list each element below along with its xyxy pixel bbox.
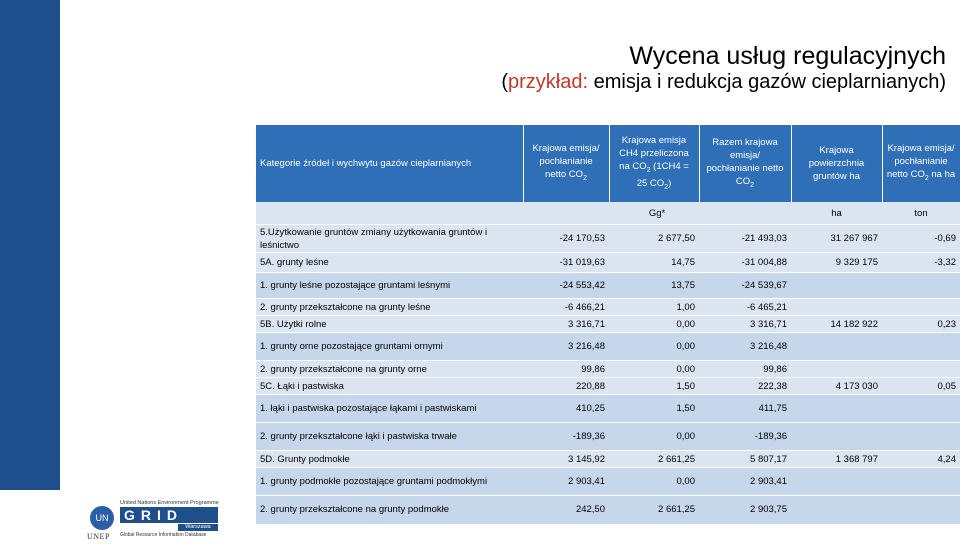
area-value — [791, 299, 882, 316]
area-value: 14 182 922 — [791, 316, 882, 333]
per-ha-value: -0,69 — [882, 225, 960, 253]
total-value: 222,38 — [699, 378, 791, 395]
per-ha-value — [882, 273, 960, 299]
co2-value: -6 466,21 — [523, 299, 609, 316]
area-value: 9 329 175 — [791, 253, 882, 273]
units-row — [256, 202, 960, 225]
unit-ton: ton — [882, 202, 960, 225]
per-ha-value — [882, 395, 960, 423]
row-label: 2. grunty przekształcone łąki i pastwiska trwałe — [256, 423, 523, 451]
co2-value: -189,36 — [523, 423, 609, 451]
total-value: -189,36 — [699, 423, 791, 451]
subtitle-accent: przykład: — [508, 71, 589, 93]
ch4-value: 1,50 — [609, 378, 699, 395]
row-label: 1. łąki i pastwiska pozostające łąkami i pastwiskami — [256, 395, 523, 423]
row-label: 1. grunty podmokłe pozostające gruntami podmokłymi — [256, 468, 523, 496]
co2-value: 220,88 — [523, 378, 609, 395]
row-label: 2. grunty przekształcone na grunty podmokłe — [256, 496, 523, 524]
ch4-value: 1,50 — [609, 395, 699, 423]
row-label: 2. grunty przekształcone na grunty orne — [256, 361, 523, 378]
table-row — [256, 253, 960, 273]
row-label: 5D. Grunty podmokłe — [256, 451, 523, 468]
unit-gg: Gg* — [523, 202, 791, 225]
co2-value: -24 170,53 — [523, 225, 609, 253]
grid-wordmark: GRID — [120, 507, 218, 523]
per-ha-value — [882, 468, 960, 496]
per-ha-value: 4,24 — [882, 451, 960, 468]
row-label: 5C. Łąki i pastwiska — [256, 378, 523, 395]
table-row — [256, 316, 960, 333]
per-ha-value — [882, 423, 960, 451]
ch4-value: 14,75 — [609, 253, 699, 273]
row-label: 5.Użytkowanie gruntów zmiany użytkowania gruntów i leśnictwo — [256, 225, 523, 253]
total-value: 99,86 — [699, 361, 791, 378]
ch4-value: 0,00 — [609, 361, 699, 378]
header-co2-emission: Krajowa emisja/ pochłanianie netto $CO_2$ — [523, 125, 609, 202]
ch4-value: 2 661,25 — [609, 451, 699, 468]
per-ha-value — [882, 299, 960, 316]
ch4-value: 2 661,25 — [609, 496, 699, 524]
ch4-value: 13,75 — [609, 273, 699, 299]
emissions-table — [256, 125, 960, 524]
warsaw-label: Warszawa — [178, 524, 218, 531]
table-row — [256, 423, 960, 451]
header-area: Krajowa powierzchnia gruntów ha — [791, 125, 882, 202]
total-value: 5 807,17 — [699, 451, 791, 468]
table-row — [256, 361, 960, 378]
ch4-value: 0,00 — [609, 423, 699, 451]
area-value: 31 267 967 — [791, 225, 882, 253]
total-value: -31 004,88 — [699, 253, 791, 273]
co2-value: 410,25 — [523, 395, 609, 423]
area-value — [791, 395, 882, 423]
co2-value: -31 019,63 — [523, 253, 609, 273]
co2-value: 242,50 — [523, 496, 609, 524]
co2-value: 99,86 — [523, 361, 609, 378]
row-label: 5A. grunty leśne — [256, 253, 523, 273]
table-row — [256, 468, 960, 496]
area-value — [791, 423, 882, 451]
ch4-value: 0,00 — [609, 468, 699, 496]
total-value: 3 316,71 — [699, 316, 791, 333]
header-total-emission: Razem krajowa emisja/ pochłanianie netto $CO_2$ — [699, 125, 791, 202]
header-ch4-emission: Krajowa emisja CH4 przeliczona na $CO_2$ (1CH4 = 25 $CO_2$) — [609, 125, 699, 202]
total-value: 2 903,75 — [699, 496, 791, 524]
ch4-value: 2 677,50 — [609, 225, 699, 253]
table-row — [256, 395, 960, 423]
row-label: 2. grunty przekształcone na grunty leśne — [256, 299, 523, 316]
area-value — [791, 333, 882, 361]
left-sidebar-bar — [0, 0, 60, 490]
per-ha-value: 0,23 — [882, 316, 960, 333]
row-label: 5B. Użytki rolne — [256, 316, 523, 333]
unep-grid-logo — [87, 498, 225, 550]
table-row — [256, 451, 960, 468]
ch4-value: 1,00 — [609, 299, 699, 316]
table-row — [256, 496, 960, 524]
logo-top-text: United Nations Environment Programme — [120, 500, 219, 506]
total-value: 2 903,41 — [699, 468, 791, 496]
slide-title: Wycena usług regulacyjnych — [629, 42, 946, 70]
area-value — [791, 468, 882, 496]
total-value: 3 216,48 — [699, 333, 791, 361]
logo-bottom-text: Global Resource Information Database — [120, 532, 207, 538]
table-row — [256, 378, 960, 395]
total-value: 411,75 — [699, 395, 791, 423]
co2-value: -24 553,42 — [523, 273, 609, 299]
per-ha-value — [882, 333, 960, 361]
unep-label: UNEP — [87, 532, 110, 541]
co2-value: 3 216,48 — [523, 333, 609, 361]
table-header-row — [256, 125, 960, 202]
un-emblem-icon: UN — [90, 506, 114, 530]
unit-ha: ha — [791, 202, 882, 225]
co2-value: 3 145,92 — [523, 451, 609, 468]
slide-subtitle: (przykład: emisja i redukcja gazów cieplarnianych) — [501, 71, 946, 93]
per-ha-value — [882, 361, 960, 378]
row-label: 1. grunty leśne pozostające gruntami leśnymi — [256, 273, 523, 299]
table-row — [256, 225, 960, 253]
area-value — [791, 496, 882, 524]
area-value — [791, 361, 882, 378]
ch4-value: 0,00 — [609, 333, 699, 361]
header-emission-per-ha: Krajowa emisja/ pochłanianie netto $CO_2$ na ha — [882, 125, 960, 202]
per-ha-value: -3,32 — [882, 253, 960, 273]
per-ha-value — [882, 496, 960, 524]
total-value: -21 493,03 — [699, 225, 791, 253]
co2-value: 2 903,41 — [523, 468, 609, 496]
table-row — [256, 273, 960, 299]
ch4-value: 0,00 — [609, 316, 699, 333]
header-category: Kategorie źródeł i wychwytu gazów cieplarnianych — [256, 125, 523, 202]
per-ha-value: 0,05 — [882, 378, 960, 395]
area-value: 1 368 797 — [791, 451, 882, 468]
co2-value: 3 316,71 — [523, 316, 609, 333]
table-row — [256, 299, 960, 316]
total-value: -6 465,21 — [699, 299, 791, 316]
area-value: 4 173 030 — [791, 378, 882, 395]
table-row — [256, 333, 960, 361]
total-value: -24 539,67 — [699, 273, 791, 299]
area-value — [791, 273, 882, 299]
row-label: 1. grunty orne pozostające gruntami ornymi — [256, 333, 523, 361]
